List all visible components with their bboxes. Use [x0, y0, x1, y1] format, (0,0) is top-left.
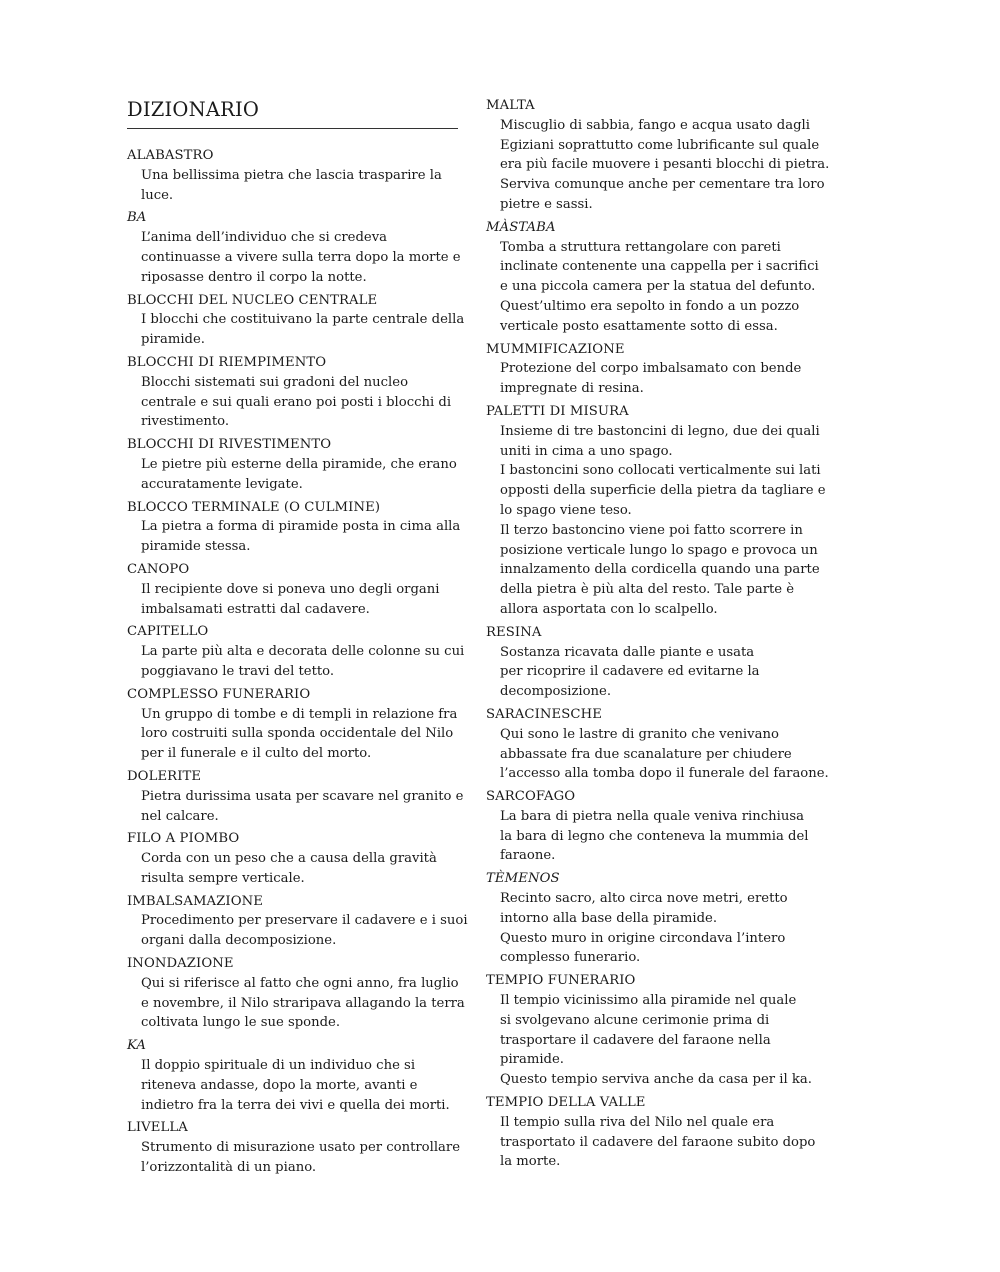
glossary-definition-line: Pietra durissima usata per scavare nel granito e: [141, 788, 464, 804]
glossary-definition-line: Questo tempio serviva anche da casa per il ka.: [500, 1072, 812, 1088]
glossary-definition-line: organi dalla decomposizione.: [141, 933, 337, 949]
glossary-definition-line: uniti in cima a uno spago.: [500, 443, 673, 459]
glossary-term: MUMMIFICAZIONE: [486, 341, 625, 357]
glossary-entry: [486, 787, 826, 866]
glossary-definition-line: nel calcare.: [141, 808, 219, 824]
glossary-entry: [127, 767, 467, 826]
glossary-definition-line: loro costruiti sulla sponda occidentale del Nilo: [141, 726, 454, 742]
glossary-entry: [127, 291, 467, 350]
glossary-definition-line: Un gruppo di tombe e di templi in relazione fra: [141, 706, 458, 722]
glossary-definition-line: piramide.: [141, 332, 205, 348]
page-title: DIZIONARIO: [127, 98, 458, 129]
glossary-definition-line: riposasse dentro il corpo la notte.: [141, 269, 367, 285]
glossary-definition-line: piramide.: [500, 1052, 564, 1068]
glossary-term: INONDAZIONE: [127, 956, 234, 972]
glossary-definition-line: intorno alla base della piramide.: [500, 910, 718, 926]
glossary-definition-line: Serviva comunque anche per cementare tra loro: [500, 177, 825, 193]
glossary-term: TEMPIO DELLA VALLE: [486, 1095, 646, 1111]
glossary-definition-line: Recinto sacro, alto circa nove metri, eretto: [500, 891, 788, 907]
glossary-entry: [127, 622, 467, 681]
glossary-term: MALTA: [486, 98, 535, 113]
glossary-definition-line: piramide stessa.: [141, 539, 251, 555]
glossary-entry: [127, 560, 467, 619]
glossary-definition-line: risulta sempre verticale.: [141, 870, 305, 886]
glossary-term: BA: [127, 210, 147, 226]
glossary-term: CANOPO: [127, 561, 190, 577]
glossary-entry: [486, 402, 826, 620]
right-column: [486, 96, 830, 1175]
glossary-definition-line: I blocchi che costituivano la parte centrale della: [141, 312, 465, 328]
glossary-term: SARACINESCHE: [486, 706, 602, 722]
glossary-definition-line: inclinate contenente una cappella per i sacrifici: [500, 259, 819, 275]
glossary-entry: [486, 971, 826, 1090]
glossary-definition-line: Miscuglio di sabbia, fango e acqua usato dagli: [500, 117, 810, 133]
glossary-entry: [127, 1036, 467, 1115]
glossary-definition-line: poggiavano le travi del tetto.: [141, 663, 335, 679]
glossary-definition-line: della pietra è più alta del resto. Tale parte è: [500, 582, 795, 598]
glossary-definition-line: Protezione del corpo imbalsamato con bende: [500, 361, 802, 377]
glossary-entry: [127, 208, 467, 287]
glossary-entry: [486, 869, 826, 968]
glossary-definition-line: Questo muro in origine circondava l’intero: [500, 930, 786, 946]
glossary-definition-line: Qui sono le lastre di granito che venivano: [500, 726, 779, 742]
glossary-definition-line: Blocchi sistemati sui gradoni del nucleo: [141, 374, 409, 390]
glossary-entry: [127, 435, 467, 494]
glossary-definition-line: Insieme di tre bastoncini di legno, due dei quali: [500, 423, 820, 439]
glossary-definition-line: accuratamente levigate.: [141, 476, 303, 492]
glossary-definition-line: La pietra a forma di piramide posta in cima alla: [141, 519, 461, 535]
glossary-definition-line: abbassate fra due scanalature per chiudere: [500, 746, 792, 762]
glossary-term: SARCOFAGO: [486, 789, 576, 805]
glossary-definition-line: Una bellissima pietra che lascia trasparire la: [141, 167, 442, 183]
glossary-term: BLOCCHI DI RIVESTIMENTO: [127, 437, 332, 453]
glossary-definition-line: per ricoprire il cadavere ed evitarne la: [500, 664, 760, 680]
glossary-definition-line: Il doppio spirituale di un individuo che si: [141, 1058, 416, 1074]
glossary-entry: [486, 96, 830, 215]
glossary-definition-line: coltivata lungo le sue sponde.: [141, 1015, 341, 1031]
glossary-definition-line: innalzamento della cordicella quando una parte: [500, 562, 820, 578]
glossary-entry: [127, 685, 467, 764]
glossary-entry: [486, 705, 829, 784]
glossary-definition-line: verticale posto esattamente sotto di essa.: [500, 318, 778, 334]
glossary-entry: [127, 146, 467, 205]
glossary-definition-line: Procedimento per preservare il cadavere e i suoi: [141, 913, 468, 929]
glossary-entry: [486, 340, 826, 399]
glossary-term: ALABASTRO: [127, 148, 214, 163]
glossary-definition-line: Strumento di misurazione usato per controllare: [141, 1140, 461, 1156]
glossary-entry: [486, 218, 826, 337]
glossary-definition-line: e novembre, il Nilo straripava allagando la terra: [141, 995, 465, 1011]
glossary-definition-line: trasportare il cadavere del faraone nella: [500, 1032, 771, 1048]
glossary-definition-line: La bara di pietra nella quale veniva rinchiusa: [500, 808, 804, 824]
glossary-definition-line: opposti della superficie della pietra da tagliare e: [500, 483, 826, 499]
glossary-definition-line: Sostanza ricavata dalle piante e usata: [500, 644, 755, 660]
glossary-term: CAPITELLO: [127, 624, 209, 640]
glossary-definition-line: faraone.: [500, 848, 556, 864]
glossary-definition-line: rivestimento.: [141, 414, 230, 430]
glossary-term: BLOCCO TERMINALE (O CULMINE): [127, 499, 381, 515]
left-column: [127, 146, 467, 1181]
glossary-definition-line: era più facile muovere i pesanti blocchi di pietra.: [500, 157, 830, 173]
glossary-definition-line: La parte più alta e decorata delle colonne su cui: [141, 644, 465, 660]
glossary-definition-line: la bara di legno che conteneva la mummia del: [500, 828, 809, 844]
glossary-term: IMBALSAMAZIONE: [127, 893, 264, 909]
glossary-definition-line: Corda con un peso che a causa della gravità: [141, 851, 437, 867]
glossary-definition-line: I bastoncini sono collocati verticalmente sui lati: [500, 463, 821, 479]
glossary-definition-line: complesso funerario.: [500, 950, 641, 966]
glossary-definition-line: l’accesso alla tomba dopo il funerale del faraone.: [500, 766, 829, 782]
glossary-term: TEMPIO FUNERARIO: [486, 973, 636, 989]
glossary-definition-line: Le pietre più esterne della piramide, che erano: [141, 456, 457, 472]
glossary-term: COMPLESSO FUNERARIO: [127, 686, 311, 702]
glossary-definition-line: Egiziani soprattutto come lubrificante sul quale: [500, 137, 820, 153]
glossary-definition-line: imbalsamati estratti dal cadavere.: [141, 601, 370, 617]
glossary-definition-line: continuasse a vivere sulla terra dopo la morte e: [141, 249, 461, 265]
glossary-definition-line: Tomba a struttura rettangolare con pareti: [500, 239, 781, 255]
glossary-definition-line: pietre e sassi.: [500, 196, 593, 212]
glossary-definition-line: Il recipiente dove si poneva uno degli organi: [141, 581, 440, 597]
glossary-definition-line: Il tempio sulla riva del Nilo nel quale era: [500, 1114, 775, 1130]
glossary-definition-line: allora asportata con lo scalpello.: [500, 601, 718, 617]
glossary-definition-line: impregnate di resina.: [500, 381, 644, 397]
glossary-definition-line: riteneva andasse, dopo la morte, avanti e: [141, 1077, 418, 1093]
glossary-term: TÈMENOS: [486, 871, 560, 887]
glossary-entry: [127, 892, 467, 951]
glossary-entry: [127, 1118, 467, 1177]
glossary-definition-line: indietro fra la terra dei vivi e quella dei morti.: [141, 1097, 450, 1113]
glossary-term: RESINA: [486, 624, 542, 640]
glossary-term: PALETTI DI MISURA: [486, 403, 629, 419]
glossary-definition-line: trasportato il cadavere del faraone subito dopo: [500, 1134, 816, 1150]
glossary-entry: [486, 623, 826, 702]
glossary-term: MÀSTABA: [486, 219, 556, 235]
glossary-definition-line: posizione verticale lungo lo spago e provoca un: [500, 542, 818, 558]
glossary-definition-line: decomposizione.: [500, 684, 612, 700]
glossary-definition-line: Qui si riferisce al fatto che ogni anno, fra luglio: [141, 975, 459, 991]
glossary-entry: [127, 829, 467, 888]
glossary-term: BLOCCHI DEL NUCLEO CENTRALE: [127, 292, 378, 308]
glossary-definition-line: l’orizzontalità di un piano.: [141, 1160, 317, 1176]
glossary-term: DOLERITE: [127, 768, 202, 784]
glossary-definition-line: luce.: [141, 187, 174, 203]
glossary-definition-line: e una piccola camera per la statua del defunto.: [500, 279, 816, 295]
glossary-definition-line: centrale e sui quali erano poi posti i blocchi di: [141, 394, 452, 410]
glossary-definition-line: Quest’ultimo era sepolto in fondo a un pozzo: [500, 298, 800, 314]
glossary-term: BLOCCHI DI RIEMPIMENTO: [127, 354, 327, 370]
glossary-definition-line: lo spago viene teso.: [500, 502, 632, 518]
glossary-entry: [127, 498, 467, 557]
glossary-entry: [127, 954, 467, 1033]
glossary-entry: [486, 1093, 826, 1172]
glossary-term: FILO A PIOMBO: [127, 831, 240, 847]
glossary-definition-line: Il tempio vicinissimo alla piramide nel quale: [500, 993, 797, 1009]
glossary-definition-line: si svolgevano alcune cerimonie prima di: [500, 1012, 770, 1028]
glossary-definition-line: la morte.: [500, 1154, 561, 1170]
glossary-entry: [127, 353, 467, 432]
glossary-definition-line: Il terzo bastoncino viene poi fatto scorrere in: [500, 522, 803, 538]
glossary-term: LIVELLA: [127, 1120, 188, 1136]
glossary-definition-line: L’anima dell’individuo che si credeva: [141, 230, 388, 246]
glossary-term: KA: [127, 1038, 147, 1054]
glossary-definition-line: per il funerale e il culto del morto.: [141, 746, 372, 762]
